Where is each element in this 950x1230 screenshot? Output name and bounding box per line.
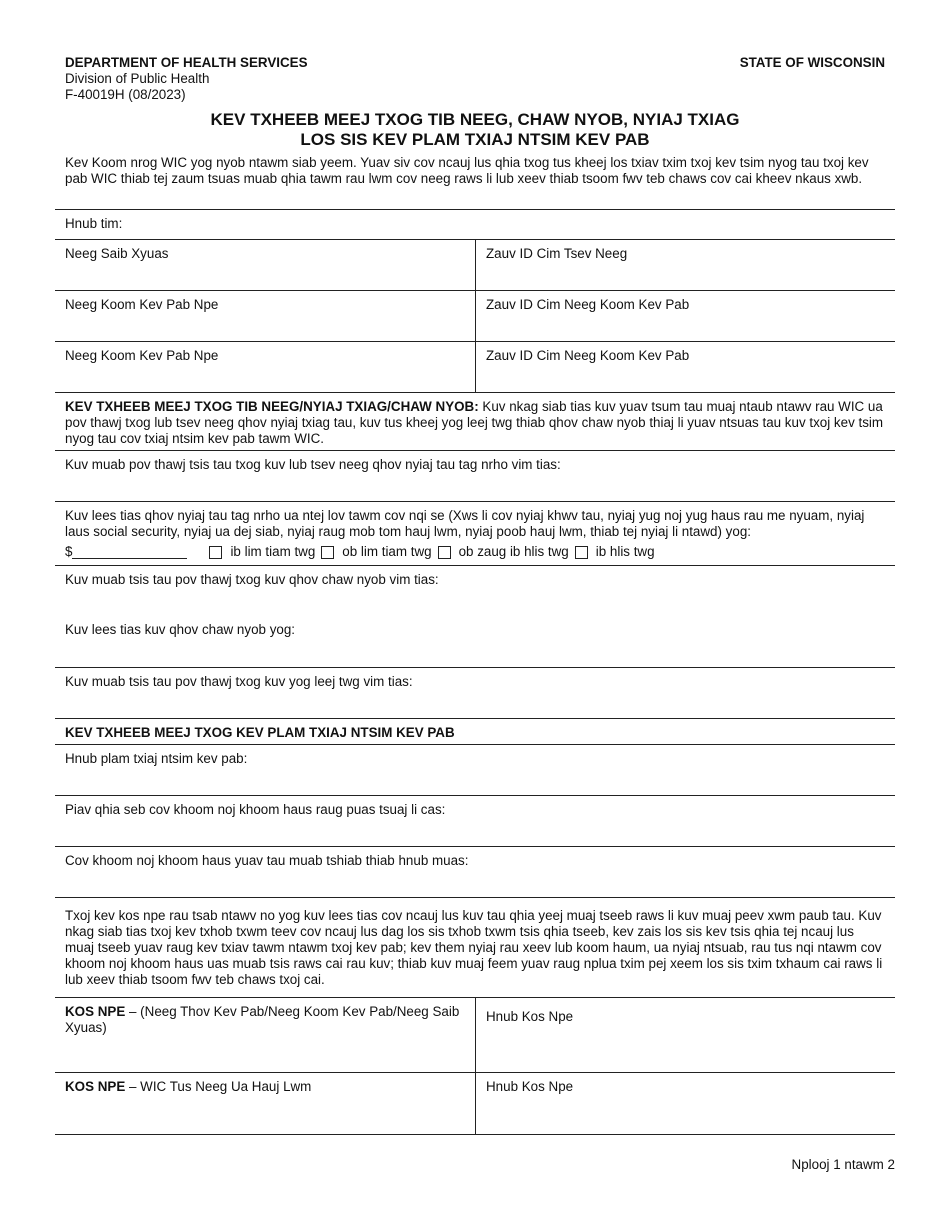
weekly-label: ib lim tiam twg	[230, 544, 316, 559]
issue-date-row[interactable]	[55, 846, 895, 897]
income-statement-row	[55, 501, 895, 565]
signature-desc-2: – WIC Tus Neeg Ua Hauj Lwm	[129, 1079, 312, 1094]
monthly-checkbox[interactable]	[575, 546, 588, 559]
identity-proof-label: Kuv muab tsis tau pov thawj txog kuv yog leej twg vim tias:	[65, 674, 413, 689]
participant-id-label-1: Zauv ID Cim Neeg Koom Kev Pab	[486, 297, 690, 312]
loss-description-label: Piav qhia seb cov khoom noj khoom haus raug puas tsuaj li cas:	[65, 802, 446, 817]
loss-date-row[interactable]	[55, 744, 895, 795]
title-line-1: KEV TXHEEB MEEJ TXOG TIB NEEG, CHAW NYOB, NYIAJ TXIAG	[210, 110, 740, 129]
income-proof-row[interactable]	[55, 450, 895, 501]
address-statement-label: Kuv lees tias kuv qhov chaw nyob yog:	[65, 622, 296, 637]
loss-date-label: Hnub plam txiaj ntsim kev pab:	[65, 751, 248, 766]
participant-id-field-2[interactable]	[475, 342, 895, 392]
income-amount-field[interactable]	[72, 546, 187, 559]
signature-row-2	[55, 1072, 895, 1134]
weekly-checkbox[interactable]	[209, 546, 222, 559]
signature-desc-1: – (Neeg Thov Kev Pab/Neeg Koom Kev Pab/Neeg Saib Xyuas)	[65, 1004, 460, 1035]
guardian-row	[55, 239, 895, 290]
biweekly-checkbox[interactable]	[321, 546, 334, 559]
address-proof-row[interactable]	[55, 565, 895, 616]
title-line-2: LOS SIS KEV PLAM TXIAJ NTSIM KEV PAB	[300, 130, 650, 149]
income-statement-label: Kuv lees tias qhov nyiaj tau tag nrho ua ntej lov tawm cov nqi se (Xws li cov nyiaj khwv tau, nyiaj yug noj yug haus rau me nyuam, nyiaj laus social security, nyiaj ua dej siab, nyiaj raug mob tom hauj lwm, nyiaj poob hauj lwm, thiab tej nyiaj li ntawd) yog:	[65, 508, 865, 539]
identity-section-text: Kuv nkag siab tias kuv yuav tsum tau muaj ntaub ntawv rau WIC ua pov thawj txog lub tsev neeg qhov nyiaj txiag tau, kuv tus kheej yog leej twg thiab qhov chaw nyob thiaj li yuav ntsuas tau kuv txoj kev tsim nyog tau cov txiaj ntsim kev pab tawm WIC.	[65, 399, 884, 446]
biweekly-label: ob lim tiam twg	[342, 544, 432, 559]
income-proof-label: Kuv muab pov thawj tsis tau txog kuv lub tsev neeg qhov nyiaj tau tag nrho vim tias:	[65, 457, 561, 472]
household-id-label: Zauv ID Cim Tsev Neeg	[486, 246, 628, 261]
participant-row-1	[55, 290, 895, 341]
signature-label-1: KOS NPE	[65, 1004, 126, 1019]
participant-name-label-2: Neeg Koom Kev Pab Npe	[65, 348, 219, 363]
guardian-field[interactable]	[55, 240, 475, 290]
dollar-sign: $	[65, 544, 73, 559]
address-proof-label: Kuv muab tsis tau pov thawj txog kuv qhov chaw nyob vim tias:	[65, 572, 439, 587]
signature-date-label-2: Hnub Kos Npe	[486, 1079, 574, 1094]
attestation-text: Txoj kev kos npe rau tsab ntawv no yog kuv lees tias cov ncauj lus kuv tau qhia yeej muaj tseeb raws li kuv muaj peev xwm paub tau. Kuv nkag siab tias txoj kev txhob txwm teev cov ncauj lus dag los sis txhob txwm tsis qhia tseeb, kev zais los sis kev tsis qhia tej ncauj lus muaj tseeb yuav raug kev txiav tawm ntawm txoj kev pab; kev them nyiaj rau xeev lub koom haum, ua nyiaj ntsuab, rau tus nqi ntawm cov khoom noj khoom haus uas muab tsis raws cai rau kuv; thiab kuv muaj feem yuav raug nplua txim pej xeem los sis txim txhaum cai raws li lub xeev thiab tsoom fwv teb chaws txoj cai.	[65, 908, 883, 987]
page-title	[0, 110, 950, 150]
participant-name-field-1[interactable]	[55, 291, 475, 341]
participant-name-field-2[interactable]	[55, 342, 475, 392]
monthly-label: ib hlis twg	[595, 544, 655, 559]
address-statement-row[interactable]	[55, 616, 895, 667]
semimonthly-checkbox[interactable]	[438, 546, 451, 559]
identity-section-heading: KEV TXHEEB MEEJ TXOG TIB NEEG/NYIAJ TXIAG/CHAW NYOB:	[65, 399, 479, 414]
signature-label-2: KOS NPE	[65, 1079, 126, 1094]
form-number: F-40019H (08/2023)	[65, 87, 186, 102]
signature-row-1	[55, 997, 895, 1072]
staff-signature-field[interactable]	[55, 1073, 475, 1134]
staff-signature-date-field[interactable]	[475, 1073, 895, 1134]
page-number: Nplooj 1 ntawm 2	[791, 1157, 895, 1172]
loss-description-row[interactable]	[55, 795, 895, 846]
department-name: DEPARTMENT OF HEALTH SERVICES	[65, 55, 308, 70]
identity-proof-row[interactable]	[55, 667, 895, 718]
participant-id-label-2: Zauv ID Cim Neeg Koom Kev Pab	[486, 348, 690, 363]
header-left	[65, 55, 308, 103]
participant-name-label-1: Neeg Koom Kev Pab Npe	[65, 297, 219, 312]
date-row[interactable]	[55, 209, 895, 239]
issue-date-label: Cov khoom noj khoom haus yuav tau muab tshiab thiab hnub muas:	[65, 853, 469, 868]
participant-row-2	[55, 341, 895, 392]
attestation-row	[55, 897, 895, 997]
division-name: Division of Public Health	[65, 71, 210, 86]
identity-section-intro	[55, 392, 895, 450]
state-name: STATE OF WISCONSIN	[739, 55, 885, 70]
semimonthly-label: ob zaug ib hlis twg	[458, 544, 569, 559]
applicant-signature-date-field[interactable]	[475, 998, 895, 1072]
loss-section-heading: KEV TXHEEB MEEJ TXOG KEV PLAM TXIAJ NTSIM KEV PAB	[65, 725, 455, 740]
bottom-rule	[55, 1134, 895, 1135]
signature-date-label-1: Hnub Kos Npe	[486, 1009, 574, 1024]
date-label: Hnub tim:	[65, 216, 123, 231]
applicant-signature-field[interactable]	[55, 998, 475, 1072]
intro-text: Kev Koom nrog WIC yog nyob ntawm siab yeem. Yuav siv cov ncauj lus qhia txog tus kheej los txiav txim txoj kev tsim nyog tau txoj kev pab WIC thiab tej zaum tsuas muab qhia tawm rau lwm cov neeg raws li lub xeev thiab tsoom fwv teb chaws cov cai kheev nkaus xwb.	[65, 155, 869, 186]
guardian-label: Neeg Saib Xyuas	[65, 246, 169, 261]
loss-section-header	[55, 718, 895, 744]
participant-id-field-1[interactable]	[475, 291, 895, 341]
household-id-field[interactable]	[475, 240, 895, 290]
form	[55, 209, 895, 1135]
